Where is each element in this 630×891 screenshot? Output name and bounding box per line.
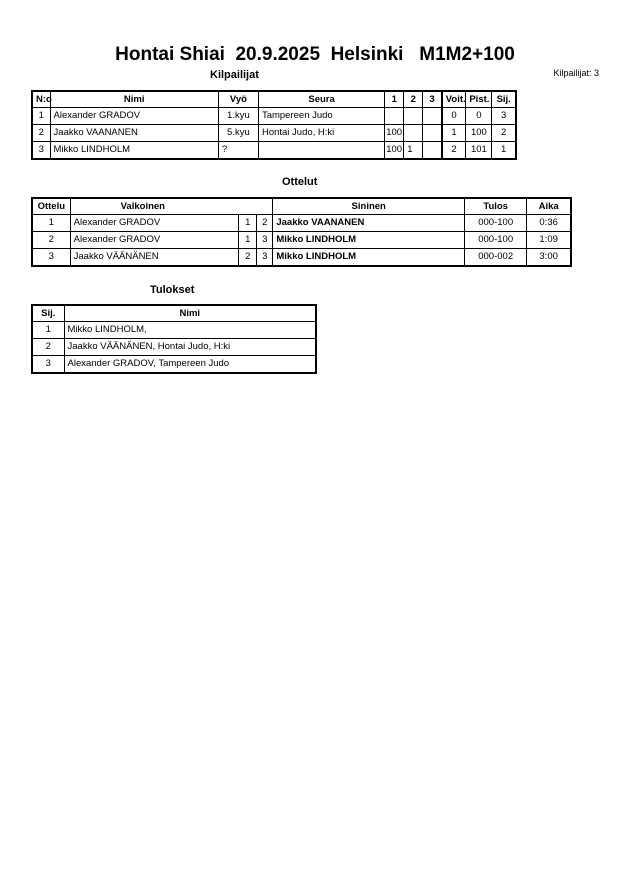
col-header: Tulos	[465, 198, 527, 215]
cell: 3	[492, 108, 516, 125]
cell	[404, 108, 423, 125]
cell: Hontai Judo, H:ki	[258, 125, 384, 142]
cell: Alexander GRADOV, Tampereen Judo	[64, 356, 316, 374]
competitor-count: Kilpailijat: 3	[553, 68, 599, 78]
cell: 3	[32, 356, 64, 374]
competitors-title: Kilpailijat	[210, 69, 259, 81]
col-header: Sij.	[32, 305, 64, 322]
cell: 3	[32, 249, 70, 267]
cell: 2	[32, 232, 70, 249]
cell: Alexander GRADOV	[70, 232, 239, 249]
cell: 2	[32, 339, 64, 356]
col-header: Valkoinen	[70, 198, 273, 215]
table-row	[32, 249, 571, 267]
col-header: Ottelu	[32, 198, 70, 215]
cell: Alexander GRADOV	[70, 215, 239, 232]
table-row	[32, 108, 516, 125]
page-title: Hontai Shiai 20.9.2025 Helsinki M1M2+100	[115, 44, 515, 65]
col-header: Pist.	[466, 91, 492, 108]
col-header: Sij.	[492, 91, 516, 108]
table-header-row	[32, 198, 571, 215]
col-header: Sininen	[273, 198, 465, 215]
cell: 000-100	[465, 232, 527, 249]
col-header: Seura	[258, 91, 384, 108]
results-title: Tulokset	[150, 284, 195, 296]
table-row	[32, 322, 316, 339]
cell: Mikko LINDHOLM	[50, 142, 218, 160]
table-row	[32, 339, 316, 356]
cell: 0:36	[527, 215, 571, 232]
results-table	[31, 304, 317, 374]
cell: 2	[257, 215, 273, 232]
cell	[423, 142, 442, 160]
cell: 1	[32, 108, 50, 125]
table-row	[32, 215, 571, 232]
cell	[385, 108, 404, 125]
cell: 101	[466, 142, 492, 160]
cell: 1	[239, 232, 257, 249]
cell: 3:00	[527, 249, 571, 267]
cell: 1:09	[527, 232, 571, 249]
cell: 100	[466, 125, 492, 142]
cell: 2	[442, 142, 466, 160]
col-header: Nimi	[64, 305, 316, 322]
cell: 3	[257, 232, 273, 249]
cell: 000-002	[465, 249, 527, 267]
cell: ?	[218, 142, 258, 160]
cell: 100	[385, 142, 404, 160]
cell: 1	[442, 125, 466, 142]
cell: 2	[492, 125, 516, 142]
col-header: 3	[423, 91, 442, 108]
competitors-table	[31, 90, 517, 160]
cell: 100	[385, 125, 404, 142]
table-row	[32, 356, 316, 374]
cell: 2	[32, 125, 50, 142]
cell: 0	[442, 108, 466, 125]
col-header: Nimi	[50, 91, 218, 108]
cell: 2	[239, 249, 257, 267]
cell	[423, 125, 442, 142]
col-header: 1	[385, 91, 404, 108]
matches-title: Ottelut	[282, 176, 318, 188]
col-header: Vyö	[218, 91, 258, 108]
cell: Mikko LINDHOLM,	[64, 322, 316, 339]
col-header: N:o	[32, 91, 50, 108]
cell: 0	[466, 108, 492, 125]
cell: 1	[404, 142, 423, 160]
cell: Alexander GRADOV	[50, 108, 218, 125]
cell: Jaakko VAANANEN	[50, 125, 218, 142]
col-header: 2	[404, 91, 423, 108]
col-header: Voit.	[442, 91, 466, 108]
cell: 1.kyu	[218, 108, 258, 125]
table-header-row	[32, 305, 316, 322]
table-row	[32, 232, 571, 249]
cell: Jaakko VÄÄNÄNEN	[70, 249, 239, 267]
cell: 1	[32, 322, 64, 339]
table-row	[32, 142, 516, 160]
cell: Mikko LINDHOLM	[273, 232, 465, 249]
cell: 1	[492, 142, 516, 160]
cell: 000-100	[465, 215, 527, 232]
table-header-row	[32, 91, 516, 108]
cell: 3	[32, 142, 50, 160]
matches-table	[31, 197, 572, 267]
cell	[404, 125, 423, 142]
table-row	[32, 125, 516, 142]
cell: Jaakko VAANANEN	[273, 215, 465, 232]
col-header: Aika	[527, 198, 571, 215]
cell: 5.kyu	[218, 125, 258, 142]
cell: Jaakko VÄÄNÄNEN, Hontai Judo, H:ki	[64, 339, 316, 356]
cell	[423, 108, 442, 125]
cell: Tampereen Judo	[258, 108, 384, 125]
cell: 1	[239, 215, 257, 232]
cell: Mikko LINDHOLM	[273, 249, 465, 267]
cell: 3	[257, 249, 273, 267]
cell: 1	[32, 215, 70, 232]
cell	[258, 142, 384, 160]
